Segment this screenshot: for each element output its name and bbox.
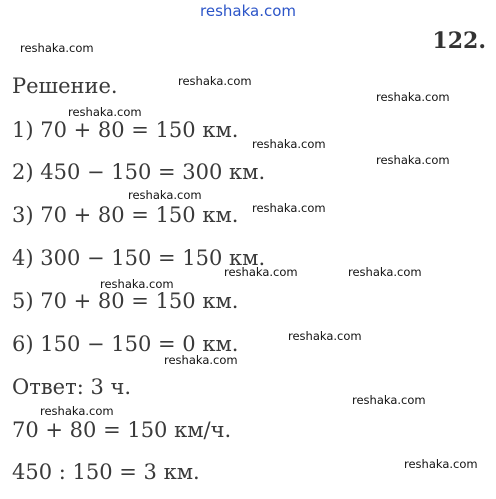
answer-line: Ответ: 3 ч. [12,375,132,399]
solution-step-3: 3) 70 + 80 = 150 км. [12,203,239,227]
solution-step-6: 6) 150 − 150 = 0 км. [12,332,239,356]
watermark: reshaka.com [164,353,238,367]
solution-step-2: 2) 450 − 150 = 300 км. [12,160,266,184]
watermark: reshaka.com [128,188,202,202]
solution-heading: Решение. [12,74,118,98]
extra-calc-1: 70 + 80 = 150 км/ч. [12,418,232,442]
watermark: reshaka.com [100,277,174,291]
watermark: reshaka.com [252,137,326,151]
solution-step-4: 4) 300 − 150 = 150 км. [12,246,266,270]
watermark: reshaka.com [376,90,450,104]
watermark: reshaka.com [40,404,114,418]
task-number: 122. [432,28,486,54]
solution-step-5: 5) 70 + 80 = 150 км. [12,289,239,313]
watermark: reshaka.com [20,41,94,55]
watermark: reshaka.com [252,201,326,215]
watermark: reshaka.com [348,265,422,279]
extra-calc-2: 450 : 150 = 3 км. [12,460,200,484]
watermark: reshaka.com [404,457,478,471]
solution-step-1: 1) 70 + 80 = 150 км. [12,118,239,142]
watermark: reshaka.com [376,153,450,167]
watermark: reshaka.com [224,265,298,279]
watermark: reshaka.com [68,105,142,119]
site-header-link[interactable]: reshaka.com [200,2,296,20]
watermark: reshaka.com [178,74,252,88]
watermark: reshaka.com [352,393,426,407]
watermark: reshaka.com [288,329,362,343]
